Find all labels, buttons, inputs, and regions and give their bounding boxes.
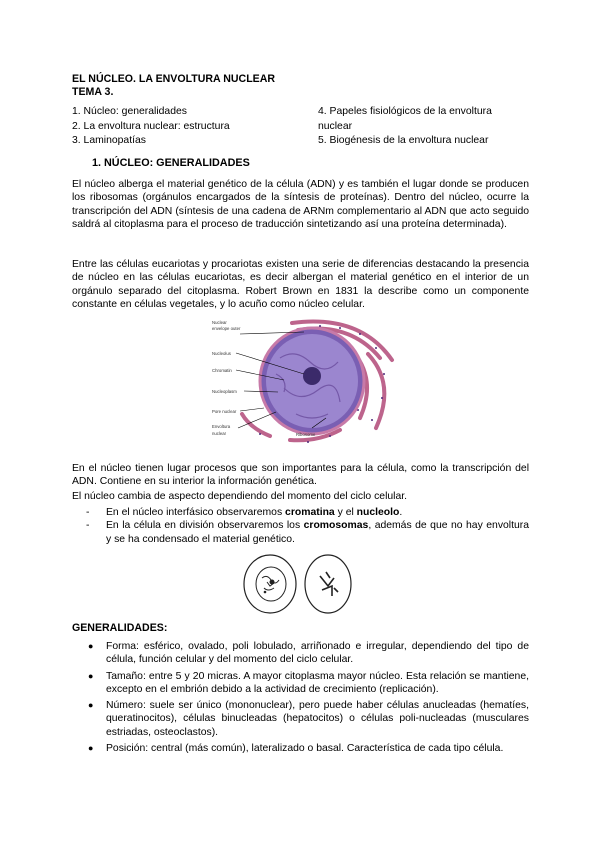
toc-item: 2. La envoltura nuclear: estructura [72, 120, 230, 132]
paragraph: En el núcleo tienen lugar procesos que son importantes para la célula, como la transcripción del ADN. Contiene en su interior la información genética. [72, 463, 529, 488]
list-item: ● Forma: esférico, ovalado, poli lobulado, arriñonado e irregular, dependiendo del tipo de célula, función celular y del momento del ciclo celular. [86, 640, 529, 667]
toc-item: 1. Núcleo: generalidades [72, 106, 187, 117]
list-item: ● Posición: central (más común), lateralizado o basal. Característica de cada tipo célula. [86, 742, 529, 755]
label-envelope-inner-2: nuclear [212, 431, 227, 436]
toc-left [72, 105, 230, 149]
nucleolus [303, 367, 321, 385]
generalidades-heading: GENERALIDADES: [72, 622, 168, 634]
paragraph: El núcleo cambia de aspecto dependiendo del momento del ciclo celular. [72, 491, 408, 502]
generalidades-list [86, 640, 529, 758]
list-item: - En el núcleo interfásico observaremos cromatina y el nucleolo. [80, 506, 529, 519]
dividing-cell-drawing [305, 555, 351, 613]
document-subtitle: TEMA 3. [72, 86, 114, 98]
toc-right [318, 105, 492, 149]
toc-item: 3. Laminopatías [72, 135, 146, 147]
document-title: EL NÚCLEO. LA ENVOLTURA NUCLEAR [72, 73, 276, 85]
interphase-cell-drawing [244, 555, 296, 613]
label-membrane: Nuclear [212, 320, 227, 325]
paragraph: El núcleo alberga el material genético de la célula (ADN) y es también el lugar donde se producen los ribosomas (orgánulos encargados de la síntesis de proteínas). Dentro del núcleo, ocurre la transcripción del ADN (síntesis de una cadena de ARNm complementario al ADN que acto seguido saldrá al citoplasma para el proceso de traducción sintetizando así una proteína determinada). [72, 179, 529, 230]
list-item: - En la célula en división observaremos los cromosomas, además de que no hay envoltura y se ha condensado el material genético. [80, 519, 529, 546]
label-membrane-2: envelope outer [212, 326, 241, 331]
label-envelope-inner: Envoltura [212, 424, 231, 429]
toc-item: 4. Papeles fisiológicos de la envoltura [318, 106, 492, 117]
nucleus-diagram [200, 318, 400, 448]
toc-item: 5. Biogénesis de la envoltura nuclear [318, 135, 489, 147]
paragraph: Entre las células eucariotas y procariotas existen una serie de diferencias destacando la presencia de núcleo en las células eucariotas, es decir albergan el material genético en el interior de un orgánulo separado del citoplasma. Robert Brown en 1831 la describe como un componente constante en células vegetales, y lo acuño como núcleo celular. [72, 259, 529, 310]
label-nucleoplasm: Nucleoplasm [212, 389, 237, 394]
phase-list [80, 506, 529, 546]
section-heading: 1. NÚCLEO: GENERALIDADES [92, 157, 250, 169]
label-ribosome: Ribosome [296, 432, 316, 437]
cell-drawings [240, 552, 360, 616]
label-nucleolus: Nucleolus [212, 351, 231, 356]
label-pore: Pore nuclear [212, 409, 237, 414]
list-item: ● Tamaño: entre 5 y 20 micras. A mayor citoplasma mayor núcleo. Esta relación se mantiene, excepto en el embrión debido a la actividad de crecimiento (replicación). [86, 670, 529, 697]
document-title-block [72, 73, 275, 99]
list-item: ● Número: suele ser único (mononuclear), pero puede haber células anucleadas (hematíes, queratinocitos), células binucleadas (hepatocitos) o células poli-nucleadas (musculares estriadas, osteoclastos). [86, 699, 529, 739]
label-chromatin: Chromatin [212, 368, 232, 373]
toc-item: nuclear [318, 120, 353, 132]
